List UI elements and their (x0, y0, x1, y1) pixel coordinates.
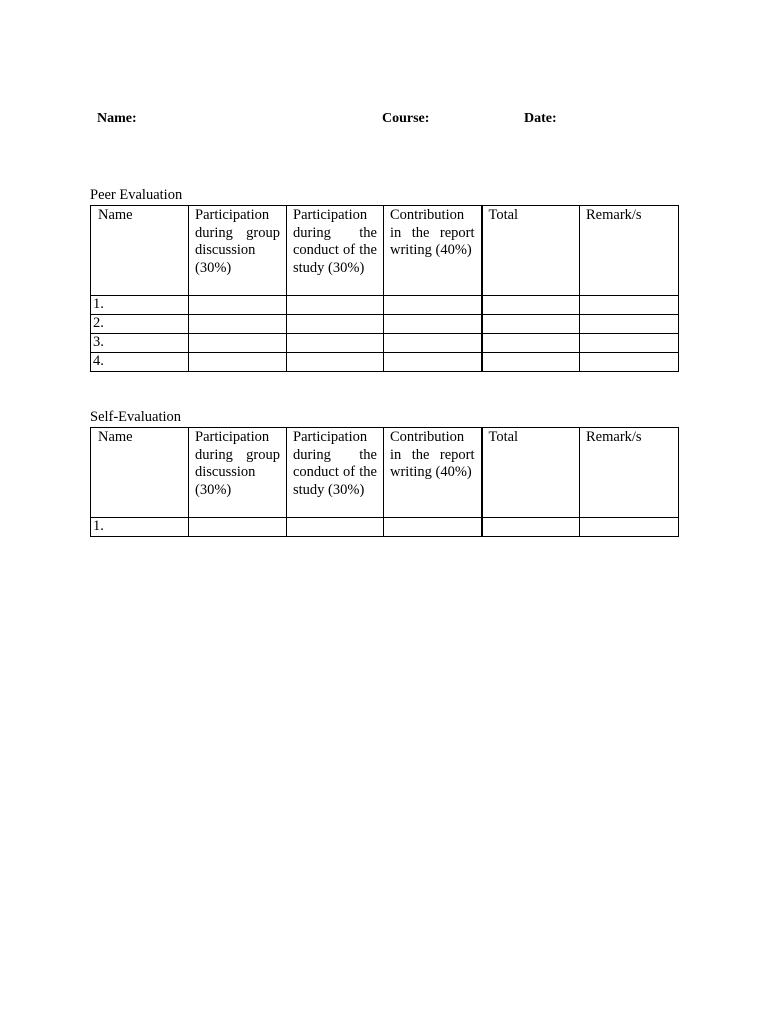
table-cell[interactable] (384, 296, 482, 315)
table-cell[interactable] (384, 518, 482, 537)
table-cell[interactable] (482, 518, 580, 537)
table-cell[interactable] (580, 296, 679, 315)
self-evaluation-table (90, 427, 679, 537)
peer-evaluation-title: Peer Evaluation (90, 187, 183, 203)
table-cell[interactable] (189, 353, 287, 372)
column-header-remarks: Remark/s (580, 206, 679, 296)
column-header-remarks: Remark/s (580, 428, 679, 518)
row-number[interactable]: 2. (91, 315, 189, 334)
table-cell[interactable] (189, 315, 287, 334)
table-row (91, 296, 679, 315)
self-evaluation-title: Self-Evaluation (90, 409, 182, 425)
table-cell[interactable] (482, 296, 580, 315)
column-header-report-writing: Contribution in the report writing (40%) (384, 206, 482, 296)
name-label: Name: (97, 111, 137, 126)
table-cell[interactable] (580, 315, 679, 334)
table-header-row (91, 428, 679, 518)
table-cell[interactable] (287, 315, 384, 334)
table-cell[interactable] (580, 518, 679, 537)
row-number[interactable]: 1. (91, 296, 189, 315)
table-cell[interactable] (580, 334, 679, 353)
column-header-total: Total (482, 428, 580, 518)
table-row (91, 334, 679, 353)
date-label: Date: (524, 111, 557, 126)
row-number[interactable]: 3. (91, 334, 189, 353)
course-label: Course: (382, 111, 430, 126)
column-header-name: Name (91, 428, 189, 518)
table-row (91, 353, 679, 372)
column-header-conduct-of-study: Participation during the conduct of the study (30%) (287, 428, 384, 518)
table-cell[interactable] (384, 315, 482, 334)
column-header-conduct-of-study: Participation during the conduct of the study (30%) (287, 206, 384, 296)
column-header-group-discussion: Participation during group discussion (30%) (189, 206, 287, 296)
table-cell[interactable] (384, 334, 482, 353)
column-header-total: Total (482, 206, 580, 296)
table-cell[interactable] (287, 296, 384, 315)
table-cell[interactable] (189, 518, 287, 537)
row-number[interactable]: 1. (91, 518, 189, 537)
peer-evaluation-table (90, 205, 679, 372)
table-cell[interactable] (189, 334, 287, 353)
column-header-name: Name (91, 206, 189, 296)
table-cell[interactable] (384, 353, 482, 372)
table-header-row (91, 206, 679, 296)
table-cell[interactable] (189, 296, 287, 315)
table-row (91, 518, 679, 537)
table-cell[interactable] (287, 334, 384, 353)
table-cell[interactable] (482, 315, 580, 334)
row-number[interactable]: 4. (91, 353, 189, 372)
column-header-report-writing: Contribution in the report writing (40%) (384, 428, 482, 518)
table-cell[interactable] (287, 353, 384, 372)
table-cell[interactable] (580, 353, 679, 372)
table-cell[interactable] (482, 334, 580, 353)
table-cell[interactable] (482, 353, 580, 372)
table-cell[interactable] (287, 518, 384, 537)
table-row (91, 315, 679, 334)
column-header-group-discussion: Participation during group discussion (30%) (189, 428, 287, 518)
